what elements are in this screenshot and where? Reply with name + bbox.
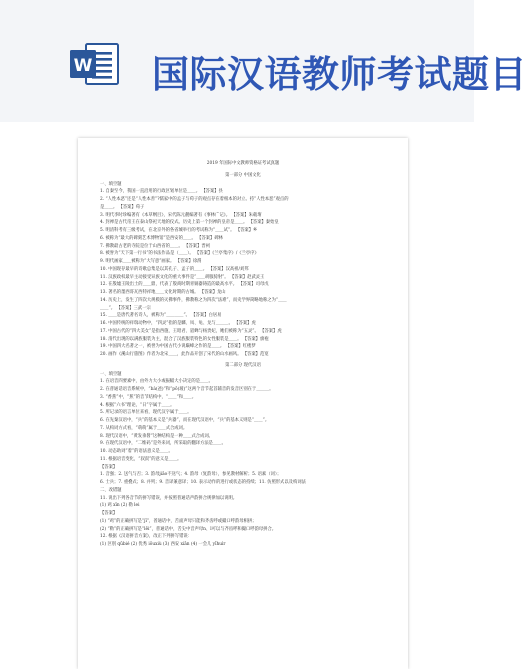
part2-heading: 第二部分 现代汉语 <box>225 362 261 368</box>
text-line: 9. 在现代汉语中，“二维码”是外来词，所采取的翻译方法是＿＿。 <box>100 441 226 447</box>
text-line: 1. 自秦至今，我国一直沿用的行政区划单位是＿＿。 【答案】县 <box>100 189 223 195</box>
text-line: 4. 根据“六书”理论，“日”字属于＿＿。 <box>100 402 175 408</box>
text-line: 【答案】 <box>100 511 118 516</box>
word-document-icon <box>68 40 120 88</box>
text-line: 14. 历史上，发生了四次大规模的灭佛事件，佛教称之为四次“法难”，而史学界简略地称之为“＿＿ <box>100 297 287 303</box>
text-line: 是＿＿。 【答案】荀子 <box>100 204 145 210</box>
text-line: 15. ＿＿是唐代著名诗人，被称为“＿＿＿＿”。 【答案】白居易 <box>100 313 222 319</box>
icon-letter: W <box>73 56 93 76</box>
text-line: 6. 在先秦汉语中，“兵”的基本义是“兵器”，而在现代汉语中，“兵”的基本义则是“＿＿”。 <box>100 418 270 423</box>
text-line: 3. “香蕉”中，“蕉”的音节结构中，“＿＿”和＿＿。 <box>100 394 196 400</box>
banner-title: 国际汉语教师考试题目 <box>152 53 527 96</box>
text-line: 2. 在普通话语音系统中，“bà(爸)”和“pō(坡)”这两个音节起首辅音的发音区别在于＿＿＿。 <box>100 387 274 392</box>
text-line: 12. 在殷墟王陵出土的＿＿鼎，代表了殷商时期青铜器铸造的最高水平。 【答案】司母戊 <box>100 282 269 288</box>
document-page <box>78 138 408 669</box>
text-line: (1) “鸡”的正确拼写是“jī”，普通话中，舌面声母只能和齐齿呼或撮口呼韵母相拼； <box>100 518 257 524</box>
text-line: 17. 中国古代的“四大美女”是指西施、王昭君、貂蝉与杨贵妃，她们被称为“五灵”。 【答案】虎 <box>100 328 282 334</box>
text-line: 5. 明清科考有三级考试，在北京外的各省城举行的考试称为“＿＿试”。 【答案】乡 <box>100 228 258 233</box>
text-line: 一、填空题 <box>100 181 122 187</box>
text-line: 13. 著名的墨西哥瓦西特祥地＿＿文化时期的古城。 【答案】龙山 <box>100 290 226 295</box>
text-line: 11. 说出下列各音节的拼写错误，并按照普通话声韵拼合规律加以说明。 <box>100 495 238 501</box>
text-line: 8. 被誉为“天下第一行书”的书法作品是（＿＿）。 【答案】《兰亭集序》/《兰亭序》 <box>100 251 259 257</box>
text-line: 20. 画作《溪山行旅图》作者为北宋＿＿，此作品开创了宋代的山水画风。 【答案】范宽 <box>100 352 269 357</box>
text-line: 16. 中国传统的祥瑞动物中，“四灵”指的是麟、凤、龟、龙与＿＿＿。 【答案】虎 <box>100 321 256 326</box>
text-line: 【答案】 <box>100 464 118 470</box>
part1-heading: 第一部分 中国文化 <box>225 172 261 178</box>
text-line: 5. 所记录的语言单位来看，现代汉字属于＿＿。 <box>100 410 192 416</box>
text-line: 19. 中国四大名著之一，被誉为中国古代小说巅峰之作的是＿＿。 【答案】红楼梦 <box>100 344 256 350</box>
text-line: 7. 从构词方式看，“萌萌”属于＿＿式合成词。 <box>100 425 188 431</box>
text-line: 4. 封禅是古代帝王在泰山祭祀天地的仪式。历史上第一个封禅的皇帝是＿＿。 【答案】秦始皇 <box>100 220 279 226</box>
document-title: 2019 年国际中文教师资格证考试真题 <box>206 161 280 166</box>
text-line: (1) 鸡 xīn (2) 勒 lei <box>100 503 140 509</box>
text-line: 2. “人性本恶”还是“人性本善”?儒家中的孟子与荀子的观点存在着根本的对立。持“人性本恶”观点的 <box>100 197 289 202</box>
text-line: 7. 佛教最古老的寺院是位于山西省的＿＿。 【答案】晋祠 <box>100 243 210 249</box>
document-body <box>78 138 408 549</box>
text-line: 11. 汉族政权最早主动接受异族文化的重大事件是“＿＿胡服骑射”。 【答案】赵武灵王 <box>100 274 265 280</box>
part1-content <box>100 181 386 359</box>
text-line: 18. 清代出现的以满族服装为主，混合了汉族服装特色的女性服装是＿＿。 【答案】旗袍 <box>100 336 269 342</box>
text-line: 10. 中国现存最早的诗歌总集是以其孔子、孟子的＿＿。 【答案】汉高祖/刘邦 <box>100 266 249 272</box>
text-line: 二、改错题 <box>100 487 122 493</box>
text-line: 1. 音强；2. 送气与否；3. 韵母jiāo不送气；4. 韵母（复韵母），参见教材解析；5. 语素（词）； <box>100 472 282 478</box>
text-line: (1) 区别 qūbié (2) 优秀 iōuxiù (3) 西安 xiān (4) 一会儿 yīhuìr <box>100 542 226 547</box>
text-line: 11. 根据语音变化，“叔叔”的意义是＿＿。 <box>100 456 182 462</box>
text-line: (2) “勒”的正确拼写是“lēi”，普通话中，舌尖中音声母n、l可以与齐齿呼和撮口呼韵母拼合。 <box>100 526 277 532</box>
text-line: ＿＿”。 【答案】三武一宗 <box>100 305 151 311</box>
text-line: 8. 现代汉语中，“黄发垂髫”这种结构是一种＿＿式合成词。 <box>100 433 213 439</box>
text-line: 6. 被称为“最大的碑刻艺术博物馆”是西安的＿＿。 【答案】碑林 <box>100 235 223 241</box>
text-line: 10. 动态助词“着”的语法意义是＿＿。 <box>100 449 173 454</box>
text-line: 6. 士兵；7. 重叠式；8. 并列；9. 音译兼意译；10. 表示动作的进行或状态的持续；11. 仿照形式以及构词法 <box>100 480 306 485</box>
part2-content <box>100 371 386 549</box>
text-line: 3. 明代李时珍编著有《本草纲目》，宋代陈元靓编著有《事林广记》。 【答案】朱载堉 <box>100 212 262 218</box>
header-banner <box>0 0 527 122</box>
text-line: 1. 在语音四要素中，由外力大小或振幅大小决定的是＿＿。 <box>100 379 213 385</box>
text-line: 9. 明代画家＿＿被称为“大写意”画家。 【答案】徐渭 <box>100 259 202 264</box>
text-line: 一、填空题 <box>100 371 122 377</box>
text-line: 12. 根据《汉语拼音方案》，改正下列拼写错误： <box>100 534 192 540</box>
